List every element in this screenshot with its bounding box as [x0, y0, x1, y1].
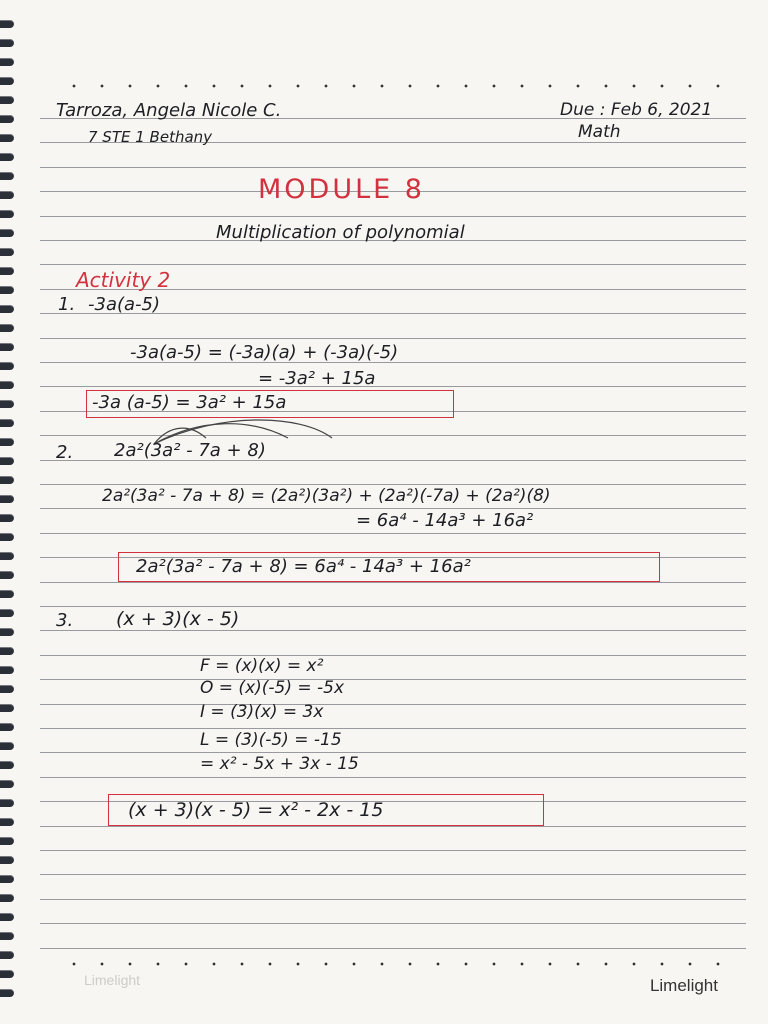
answer: 2a²(3a² - 7a + 8) = 6a⁴ - 14a³ + 16a²	[136, 556, 471, 577]
spiral-coil	[0, 685, 14, 693]
work-step: F = (x)(x) = x²	[200, 656, 324, 676]
ruled-line	[40, 508, 746, 509]
ruled-line	[40, 533, 746, 534]
spiral-coil	[0, 875, 14, 883]
ruled-line	[40, 728, 746, 729]
spiral-coil	[0, 438, 14, 446]
top-dotted-margin	[60, 84, 728, 88]
spiral-coil	[0, 457, 14, 465]
student-section: 7 STE 1 Bethany	[88, 128, 213, 146]
spiral-coil	[0, 856, 14, 864]
spiral-coil	[0, 191, 14, 199]
problem-number: 1.	[58, 294, 76, 315]
spiral-coil	[0, 818, 14, 826]
activity-label: Activity 2	[76, 268, 171, 292]
spiral-coil	[0, 913, 14, 921]
spiral-coil	[0, 495, 14, 503]
spiral-coil	[0, 723, 14, 731]
work-step: = x² - 5x + 3x - 15	[200, 754, 359, 774]
spiral-coil	[0, 115, 14, 123]
spiral-coil	[0, 324, 14, 332]
spiral-coil	[0, 533, 14, 541]
spiral-coil	[0, 951, 14, 959]
ruled-line	[40, 484, 746, 485]
ruled-line	[40, 679, 746, 680]
spiral-coil	[0, 571, 14, 579]
ruled-line	[40, 216, 746, 217]
spiral-coil	[0, 229, 14, 237]
spiral-coil	[0, 647, 14, 655]
bottom-dotted-margin	[60, 962, 728, 966]
ruled-line	[40, 606, 746, 607]
problem-number: 2.	[56, 442, 74, 463]
work-step: -3a(a-5) = (-3a)(a) + (-3a)(-5)	[130, 342, 399, 363]
problem-number: 3.	[56, 610, 74, 631]
problem-expression: (x + 3)(x - 5)	[116, 608, 240, 630]
spiral-coil	[0, 362, 14, 370]
spiral-coil	[0, 514, 14, 522]
spiral-coil	[0, 58, 14, 66]
spiral-coil	[0, 400, 14, 408]
spiral-binding	[0, 20, 22, 1010]
spiral-coil	[0, 894, 14, 902]
ruled-line	[40, 850, 746, 851]
spiral-coil	[0, 609, 14, 617]
work-step: = -3a² + 15a	[258, 368, 376, 389]
ruled-line	[40, 630, 746, 631]
answer: (x + 3)(x - 5) = x² - 2x - 15	[128, 799, 384, 821]
spiral-coil	[0, 286, 14, 294]
spiral-coil	[0, 932, 14, 940]
spiral-coil	[0, 77, 14, 85]
spiral-coil	[0, 39, 14, 47]
work-step: O = (x)(-5) = -5x	[200, 678, 345, 698]
spiral-coil	[0, 628, 14, 636]
ruled-line	[40, 874, 746, 875]
problem-expression: -3a(a-5)	[88, 294, 160, 315]
ruled-line	[40, 899, 746, 900]
work-step: I = (3)(x) = 3x	[200, 702, 324, 722]
spiral-coil	[0, 134, 14, 142]
spiral-coil	[0, 172, 14, 180]
ruled-line	[40, 948, 746, 949]
spiral-coil	[0, 590, 14, 598]
answer: -3a (a-5) = 3a² + 15a	[92, 392, 287, 413]
spiral-coil	[0, 248, 14, 256]
spiral-coil	[0, 552, 14, 560]
spiral-coil	[0, 989, 14, 997]
spiral-coil	[0, 742, 14, 750]
spiral-coil	[0, 666, 14, 674]
ruled-line	[40, 582, 746, 583]
spiral-coil	[0, 419, 14, 427]
ruled-line	[40, 777, 746, 778]
spiral-coil	[0, 20, 14, 28]
ruled-line	[40, 704, 746, 705]
subject: Math	[578, 122, 621, 142]
ruled-line	[40, 338, 746, 339]
ruled-line	[40, 826, 746, 827]
spiral-coil	[0, 704, 14, 712]
spiral-coil	[0, 305, 14, 313]
module-title: MODULE 8	[258, 174, 425, 205]
spiral-coil	[0, 761, 14, 769]
brand-label: Limelight	[649, 976, 718, 995]
work-step: = 6a⁴ - 14a³ + 16a²	[356, 510, 534, 531]
spiral-coil	[0, 476, 14, 484]
student-name: Tarroza, Angela Nicole C.	[56, 100, 282, 121]
spiral-coil	[0, 267, 14, 275]
work-step: 2a²(3a² - 7a + 8) = (2a²)(3a²) + (2a²)(-7a) + (2a²)(8)	[102, 486, 551, 506]
spiral-coil	[0, 96, 14, 104]
ruled-line	[40, 264, 746, 265]
spiral-coil	[0, 381, 14, 389]
work-step: L = (3)(-5) = -15	[200, 730, 342, 750]
problem-expression: 2a²(3a² - 7a + 8)	[114, 440, 266, 461]
spiral-coil	[0, 799, 14, 807]
spiral-coil	[0, 780, 14, 788]
ruled-line	[40, 167, 746, 168]
spiral-coil	[0, 153, 14, 161]
due-date: Due : Feb 6, 2021	[560, 100, 713, 120]
spiral-coil	[0, 970, 14, 978]
ruled-line	[40, 923, 746, 924]
spiral-coil	[0, 210, 14, 218]
spiral-coil	[0, 837, 14, 845]
subtitle: Multiplication of polynomial	[216, 222, 465, 243]
ghost-watermark: Limelight	[84, 972, 141, 988]
ruled-line	[40, 386, 746, 387]
ruled-line	[40, 752, 746, 753]
ruled-line	[40, 655, 746, 656]
spiral-coil	[0, 343, 14, 351]
